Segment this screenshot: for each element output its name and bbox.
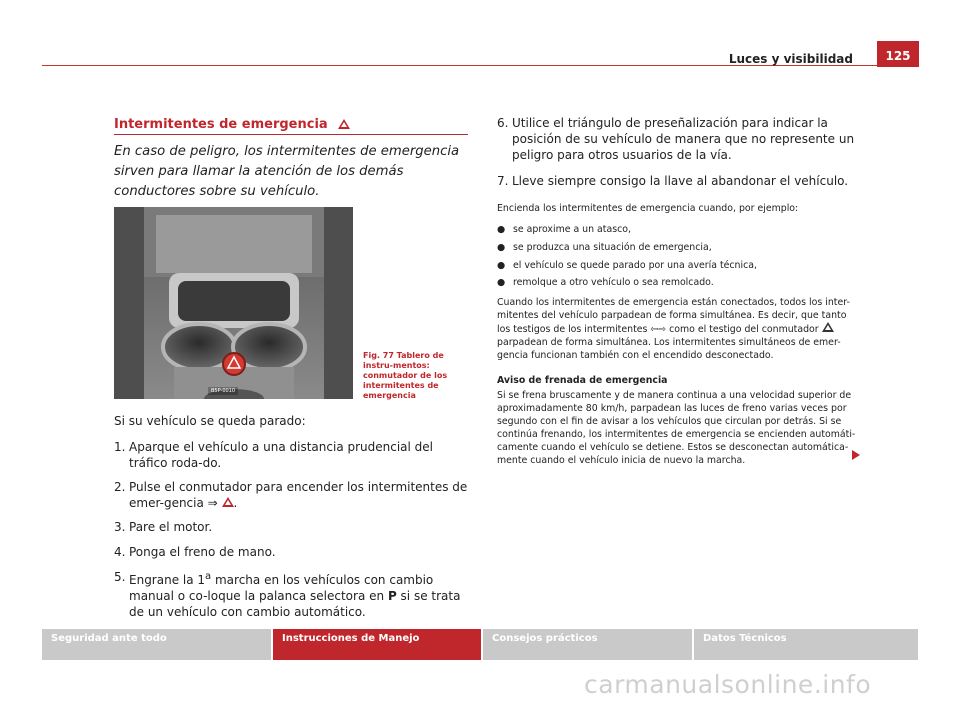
paragraph-brake-warning: Si se frena bruscamente y de manera continua a una velocidad superior de aproximadamente 80 km/h, parpadean las luces de freno varias veces por segundo con el fin de avisar a los vehículos que circulan por detrás. Si se continúa frenando, los intermitentes de emergencia se encienden automáti-camente cuando el vehículo se detiene. Estos se desconectan automática-mente cuando el vehículo inicia de nuevo la marcha. — [497, 390, 856, 466]
paragraph-hazard-lights — [497, 296, 857, 362]
footer-tab-instrucciones[interactable]: Instrucciones de Manejo — [273, 629, 481, 660]
turn-signal-arrows-icon: ⇦⇨ — [650, 324, 667, 335]
step-text: Pulse el conmutador para encender los intermitentes de emer-gencia ⇒ — [129, 480, 468, 510]
list-item-text: el vehículo se quede parado por una avería técnica, — [513, 260, 757, 271]
steps-intro: Si su vehículo se queda parado: — [114, 414, 306, 428]
warning-icon — [338, 119, 350, 129]
step-item — [114, 519, 470, 535]
step-text — [129, 569, 470, 620]
step-item — [114, 569, 470, 620]
footer-tab-datos[interactable]: Datos Técnicos — [694, 629, 918, 660]
step-text-part: Engrane la 1 — [129, 573, 206, 587]
list-item — [497, 223, 631, 236]
step-text-part: marcha en los vehículos con cambio manual o co-loque la palanca selectora en — [129, 573, 434, 603]
footer-tab-seguridad[interactable]: Seguridad ante todo — [42, 629, 271, 660]
paragraph-text: Cuando los intermitentes de emergencia están conectados, todos los inter-mitentes del vehículo parpadean de forma simultánea. Es decir, que tanto los testigos de los intermitentes — [497, 297, 850, 335]
figure-caption: Fig. 77 Tablero de instru-mentos: conmutador de los intermitentes de emergencia — [363, 351, 448, 400]
hazard-switch-icon — [822, 322, 834, 332]
step-item — [497, 173, 857, 189]
console-illustration — [114, 207, 353, 399]
footer-tab-consejos[interactable]: Consejos prácticos — [483, 629, 692, 660]
step-number: 2. — [114, 480, 126, 494]
step-item — [114, 479, 470, 511]
list-item-text: remolque a otro vehículo o sea remolcado. — [513, 277, 714, 288]
section-title — [114, 117, 350, 132]
section-intro: En caso de peligro, los intermitentes de emergencia sirven para llamar la atención de los demás conductores sobre su vehículo. — [114, 144, 460, 199]
bullet-dot-icon: ● — [497, 277, 506, 288]
step-number: 1. — [114, 440, 126, 454]
step-item — [114, 439, 470, 471]
paragraph-text: como el testigo del conmutador — [666, 324, 822, 335]
watermark: carmanualsonline.info — [584, 670, 872, 699]
step-number: 6. — [497, 116, 509, 130]
ordinal-superscript: a — [205, 571, 212, 582]
step-text: Ponga el freno de mano. — [129, 545, 276, 559]
figure-code: B5P-0010 — [208, 387, 238, 395]
step-item — [497, 115, 857, 163]
step-text: Pare el motor. — [129, 520, 213, 534]
step-number: 5. — [114, 570, 126, 584]
bullets-intro: Encienda los intermitentes de emergencia cuando, por ejemplo: — [497, 203, 799, 214]
section-title-text: Intermitentes de emergencia — [114, 117, 328, 132]
section-rule — [114, 134, 468, 135]
step-number: 4. — [114, 545, 126, 559]
step-text: Lleve siempre consigo la llave al abandonar el vehículo. — [512, 174, 849, 188]
list-item — [497, 276, 714, 289]
warning-link-icon[interactable] — [222, 497, 234, 507]
subheading: Aviso de frenada de emergencia — [497, 375, 668, 386]
bullet-dot-icon: ● — [497, 242, 506, 253]
continue-arrow-icon[interactable] — [852, 450, 860, 460]
step-number: 7. — [497, 174, 509, 188]
bullet-dot-icon: ● — [497, 260, 506, 271]
list-item-text: se aproxime a un atasco, — [513, 224, 631, 235]
step-text-part: si se trata de un vehículo con cambio automático. — [129, 589, 461, 619]
paragraph-text: parpadean de forma simultánea. Los intermitentes simultáneos de emer-gencia funcionan también con el encendido desconectado. — [497, 337, 841, 361]
step-item — [114, 544, 470, 560]
step-number: 3. — [114, 520, 126, 534]
list-item — [497, 259, 757, 272]
header-section-title: Luces y visibilidad — [728, 52, 853, 66]
step-text-wrap: Pulse el conmutador para encender los intermitentes de emer-gencia ⇒ . — [129, 480, 468, 510]
step-text: Aparque el vehículo a una distancia prudencial del tráfico roda-do. — [129, 440, 434, 470]
step-text: Utilice el triángulo de preseñalización para indicar la posición de su vehículo de manera que no represente un peligro para otros usuarios de la vía. — [512, 116, 855, 162]
bullet-dot-icon: ● — [497, 224, 506, 235]
list-item — [497, 241, 712, 254]
gear-position-P: P — [387, 589, 397, 603]
page-number: 125 — [877, 41, 919, 67]
list-item-text: se produzca una situación de emergencia, — [513, 242, 712, 253]
figure-console-photo — [114, 207, 353, 399]
